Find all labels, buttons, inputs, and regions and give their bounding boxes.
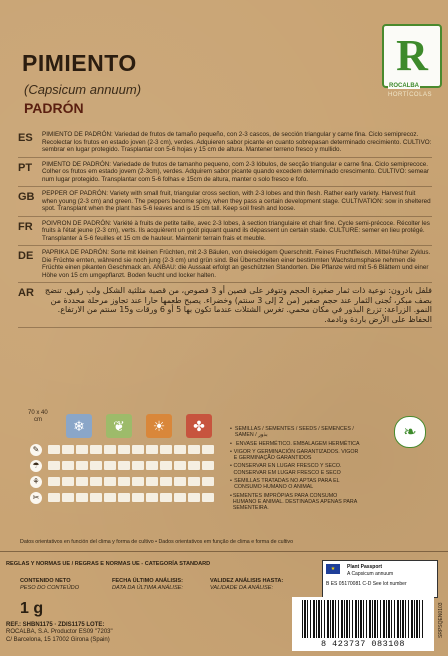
passport-title: Plant Passport [347,564,383,570]
company-line-1: ROCALBA, S.A. Productor ES09 "7203" [6,629,113,636]
net-content-label: CONTENIDO NETO [20,578,71,584]
calendar-cell [76,493,88,502]
calendar-cell [104,493,116,502]
sowing-icon: ✎ [30,444,42,456]
side-code: SRPSQEN0103 [438,602,444,638]
calendar-cell [62,477,74,486]
description-text: PIMENTO DE PADRÓN: Variedade de frutos de tamanho pequeno, com 2-3 lóbulos, de secção triangular e carne fina. Ciclo semiprecoce. Colher os frutos em estado jovem (2-3cm), verdes. Adquirem sabor picante quando excedem determinado crescimento. CULTIVO: semear num lugar protegido. Transplantar com 5-6 folhas e 15cm de altura, manter o solo fresco e fofo. [42,160,429,183]
lang-code: FR [18,220,33,233]
calendar-cell [146,493,158,502]
calendar-cell [62,445,74,454]
description-de [18,246,432,283]
legend-item: • CONSERVAR EN LUGAR FRESCO Y SECO. CONSERVAR EM LUGAR FRESCO E SECO [230,463,342,476]
calendar-cell [202,461,214,470]
regulation-text: REGLAS Y NORMAS UE / REGRAS E NORMAS UE - CATEGORÍA STANDARD [6,561,211,567]
leaf-icon: ❦ [106,414,132,438]
net-weight: 1 g [20,600,44,617]
calendar-cell [174,445,186,454]
calendar-cell [202,477,214,486]
lang-code: DE [18,250,34,262]
legend-item: • VIGOR Y GERMINACIÓN GARANTIZADOS. VIGOR E GERMINAÇÃO GARANTIDOS [230,448,359,462]
description-text: PEPPER OF PADRÓN: Variety with small fruit, triangular cross section, with 2-3 lobes and thin flesh. Rather early variety. Harvest fruit when young (2-3 cm) and green. The peppers become spicy, when they pass a certain development stage. CULTIVATION: sow in sheltered spot. Transplant when the plant has 5-6 leaves and is 15 cm tall. Keep soil fresh and loose. [42,190,431,212]
description-list [18,128,432,328]
ref-lot: REF.: SHBN1175 · ZDIS1175 LOTE: [6,622,105,628]
calendar-cell [132,461,144,470]
legend-item: • ENVASE HERMÉTICO. EMBALAGEM HERMÉTICA [230,440,360,447]
passport-line-a: A Capsicum annuum [347,571,394,577]
brand-logo [382,24,438,98]
calendar-cell [118,477,130,486]
lang-code: AR [18,287,34,299]
net-content-label-pt: PESO DO CONTEÚDO [20,585,80,591]
snowflake-icon: ❄ [66,414,92,438]
last-analysis-label: FECHA ÚLTIMO ANÁLISIS: [112,578,183,584]
calendar-cell [48,445,60,454]
barcode-bars [302,600,424,638]
spacing-value: 70 x 40 [28,410,48,416]
description-fr [18,217,432,247]
calendar-cell [90,461,102,470]
calendar-cell [76,445,88,454]
calendar-cell [76,461,88,470]
calendar-cell [132,493,144,502]
last-analysis-label-pt: DATA DA ÚLTIMA ANÁLISE: [112,585,183,591]
logo-letter: R [396,31,428,80]
calendar-cell [118,461,130,470]
description-gb [18,187,432,217]
calendar-cell [146,445,158,454]
calendar-cell [160,477,172,486]
calendar-cell [48,461,60,470]
calendar-cell [118,493,130,502]
calendar-cell [188,493,200,502]
orientation-note: Datos orientativos en función del clima y forma de cultivo • Dados orientativos em função de clima e forma de cultivo [20,539,294,545]
calendar-cell [188,445,200,454]
calendar-cell [188,461,200,470]
company-info [6,622,113,644]
calendar-cell [202,445,214,454]
latin-name: (Capsicum annuum) [24,82,142,97]
calendar-cell [104,445,116,454]
calendar-cell [160,445,172,454]
calendar-cell [146,461,158,470]
legend-item: • SEMENTES IMPRÓPIAS PARA CONSUMO HUMANO E ANIMAL. DESTINADAS APENAS PARA SEMENTEIRA. [230,492,357,512]
company-line-2: C/ Barcelona, 15 17002 Girona (Spain) [6,636,110,643]
calendar-cell [132,445,144,454]
passport-line-b: B ES 05170081 C-D See lot number [326,581,407,587]
calendar-cell [62,493,74,502]
validity-label-pt: VALIDADE DA ANÁLISE: [210,585,274,591]
calendar-cell [174,461,186,470]
description-text: POIVRON DE PADRÓN: Variété à fruits de petite taille, avec 2-3 lobes, à section triangulaire et chair fine. Cycle semi-précoce. Récolter les fruits à l'état jeune (2-3 cm), verts. Ils acquièrent un goût piquant quand ils dépassent un certain stade. CULTURE: semer en lieu protégé. Transplanter à 5-6 feuilles et 15 cm de hauteur. Maintenir terrain frais et meuble. [42,219,430,242]
description-text: PAPRIKA DE PADRÓN: Sorte mit kleinen Früchten, mit 2-3 Bäulen, von dreieckigem Querschnitt. Feines Fruchtfleisch. Mittel-früher Zyklus. Die Früchte ernten, während sie noch jung (2-3 cm) und grün sind. Bei Überschreiten einer bestimmten Wachstumsphase nehmen die Früchte einen pikanten Geschmack an. ANBAU: die Aussaat erfolgt an geschützten Standorten. Die Pflanze wird mit 5-6 Blättern und einer Höhe von 15 cm umgepflanzt. Boden feucht und locker halten. [42,249,431,279]
calendar-cell [48,477,60,486]
description-pt [18,158,432,188]
calendar-cell [174,477,186,486]
eco-leaf-icon: ❧ [394,416,426,448]
sun-icon: ☀ [146,414,172,438]
legend [230,426,360,514]
calendar-cell [48,493,60,502]
maple-leaf-icon: ✤ [186,414,212,438]
lang-code: PT [18,161,33,174]
calendar-cell [202,493,214,502]
description-ar [18,283,432,328]
harvest-icon: ✂ [30,492,42,504]
label-footer [0,551,448,657]
calendar-cell [174,493,186,502]
lang-code: ES [18,132,33,144]
calendar-cell [188,477,200,486]
calendar-cell [104,461,116,470]
calendar-cell [90,445,102,454]
barcode [292,597,434,651]
legend-item: • SEMILLAS / SEMENTES / SEEDS / SEMENCES / SAMEN / بذور [230,426,354,439]
calendar-cell [90,493,102,502]
logo-box [382,24,442,88]
description-text: فلفل بادرون: نوعية ذات ثمار صغيرة الحجم وتتوفر على فصين أو 3 فصوص، من قصبة مثلثية الشكل ولب رقيق. تنضج بصف مبكر، تُجنى الثمار عند حجم صغير (من 2 إلى 3 سنتم) وخضراء. يصبح طعمها حارا عند تجاوز مرحلة محددة من النمو. الزراعة: تزرع البذور في مكان محمي. تغرس الشتلات عندما تكون بها 5 أو 6 ورقات و15 سنتم من الارتفاع. الحفاظ على الأرض باردة ونادمة. [44,286,432,324]
calendar-cell [118,445,130,454]
variety-name: PADRÓN [24,100,84,116]
calendar-cell [62,461,74,470]
spacing-unit: cm [34,417,42,423]
description-es [18,128,432,158]
calendar-cell [160,461,172,470]
calendar-cell [76,477,88,486]
calendar-cell [160,493,172,502]
logo-brand: ROCALBA [389,83,419,89]
transplant-icon: ⚘ [30,476,42,488]
calendar-cell [90,477,102,486]
legend-item: • SEMILLAS TRATADAS NO APTAS PARA EL CONSUMO HUMANO O ANIMAL [230,478,340,491]
logo-tagline: HORTÍCOLAS [388,92,432,98]
plant-passport [322,560,438,598]
barcode-number: 8 423737 083108 [320,639,405,649]
description-text: PIMIENTO DE PADRÓN: Variedad de frutos de tamaño pequeño, con 2-3 cascos, de sección triangular y carne fina. Ciclo semiprecoz. Recolectar los frutos en estado joven (2-3 cm), verdes. Adquieren sabor picante en cuanto sobrepasan determinado crecimiento. CULTIVO: sembrar en lugar protegido. Trasplantar con 5-6 hojas y 15 cm de altura. Mantener terreno fresco y mullido. [42,131,432,153]
eu-flag-icon: ★ [326,564,340,574]
calendar-cell [132,477,144,486]
seedbed-icon: ☂ [30,460,42,472]
lang-code: GB [18,191,35,203]
calendar-cell [146,477,158,486]
calendar-cell [104,477,116,486]
product-name: PIMIENTO [22,50,137,76]
sowing-calendar [20,410,222,534]
validity-label: VALIDEZ ANÁLISIS HASTA: [210,578,284,584]
